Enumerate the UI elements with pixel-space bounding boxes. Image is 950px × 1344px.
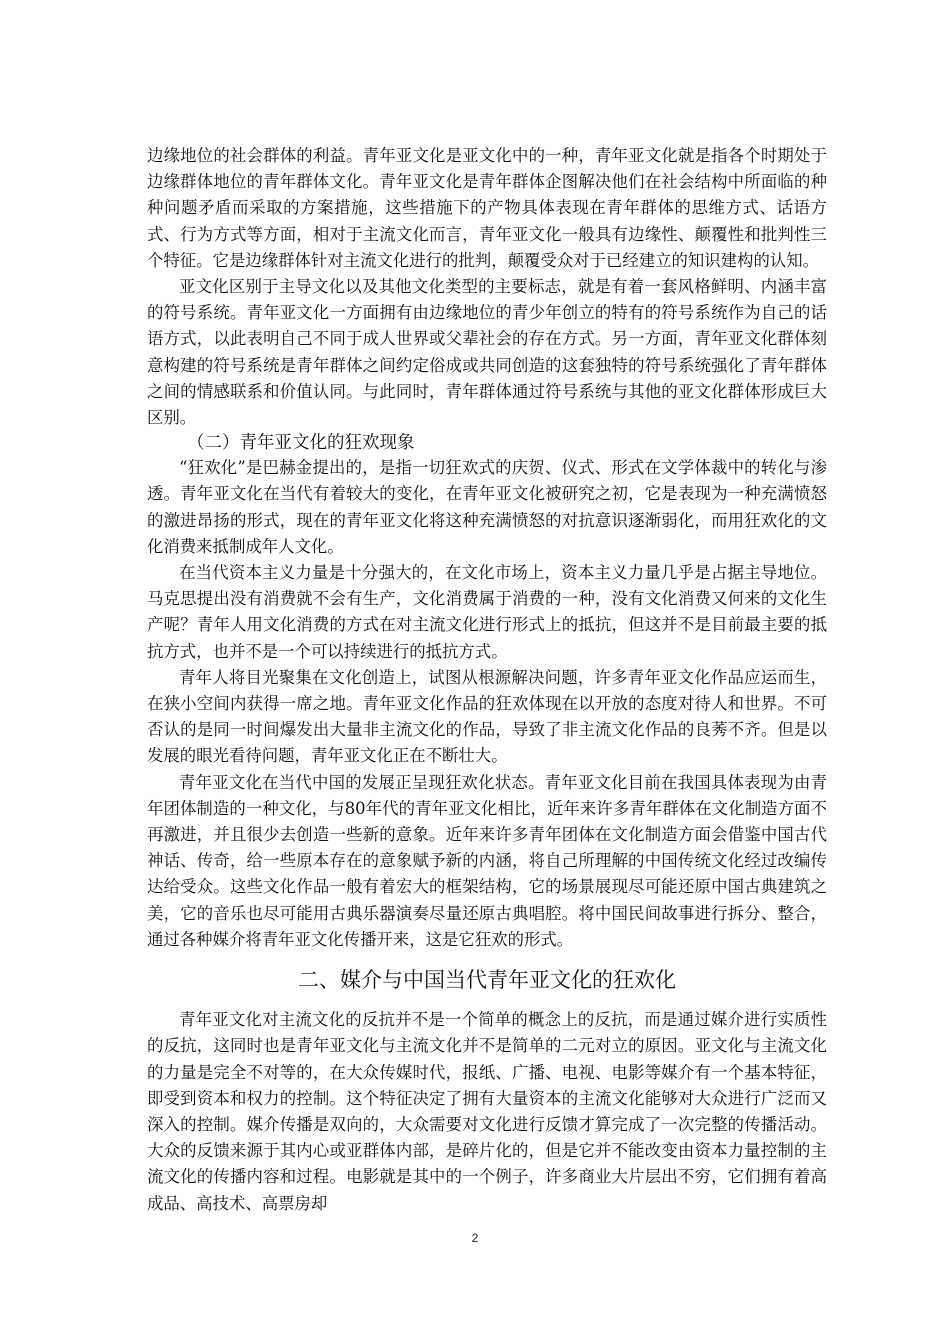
paragraph-continued: 边缘地位的社会群体的利益。青年亚文化是亚文化中的一种，青年亚文化就是指各个时期处于边缘群体地位的青年群体文化。青年亚文化是青年群体企图解决他们在社会结构中所面临的种种问题矛盾而采取的方案措施，这些措施下的产物具体表现在青年群体的思维方式、话语方式、行为方式等方面，相对于主流文化而言，青年亚文化一般具有边缘性、颠覆性和批判性三个特征。它是边缘群体针对主流文化进行的批判，颠覆受众对于已经建立的知识建构的认知。 bbox=[147, 146, 827, 270]
page-body bbox=[147, 143, 827, 1217]
chapter-heading: 二、媒介与中国当代青年亚文化的狂欢化 bbox=[298, 968, 676, 993]
paragraph-cultural-creation: 青年人将目光聚集在文化创造上，试图从根源解决问题，许多青年亚文化作品应运而生，在狭小空间内获得一席之地。青年亚文化作品的狂欢体现在以开放的态度对待人和世界。不可否认的是同一时间爆发出大量非主流文化的作品，导致了非主流文化作品的良莠不齐。但是以发展的眼光看待问题，青年亚文化正在不断壮大。 bbox=[147, 667, 827, 766]
paragraph-contemporary-china: 青年亚文化在当代中国的发展正呈现狂欢化状态。青年亚文化目前在我国具体表现为由青年团体制造的一种文化，与80年代的青年亚文化相比，近年来许多青年群体在文化制造方面不再激进，并且很少去创造一些新的意象。近年来许多青年团体在文化制造方面会借鉴中国古代神话、传奇，给一些原本存在的意象赋予新的内涵，将自己所理解的中国传统文化经过改编传达给受众。这些文化作品一般有着宏大的框架结构，它的场景展现尽可能还原中国古典建筑之美，它的音乐也尽可能用古典乐器演奏尽量还原古典唱腔。将中国民间故事进行拆分、整合，通过各种媒介将青年亚文化传播开来，这是它狂欢的形式。 bbox=[147, 772, 827, 949]
paragraph-media-resistance: 青年亚文化对主流文化的反抗并不是一个简单的概念上的反抗，而是通过媒介进行实质性的反抗，这同时也是青年亚文化与主流文化并不是简单的二元对立的原因。亚文化与主流文化的力量是完全不对等的，在大众传媒时代，报纸、广播、电视、电影等媒介有一个基本特征，即受到资本和权力的控制。这个特征决定了拥有大量资本的主流文化能够对大众进行广泛而又深入的控制。媒介传播是双向的，大众需要对文化进行反馈才算完成了一次完整的传播活动。大众的反馈来源于其内心或亚群体内部，是碎片化的，但是它并不能改变由资本力量控制的主流文化的传播内容和过程。电影就是其中的一个例子，许多商业大片层出不穷，它们拥有着高成品、高技术、高票房却 bbox=[147, 1010, 827, 1213]
section-heading: （二）青年亚文化的狂欢现象 bbox=[187, 433, 415, 454]
paragraph-cultural-consumption: 在当代资本主义力量是十分强大的，在文化市场上，资本主义力量几乎是占据主导地位。马克思提出没有消费就不会有生产，文化消费属于消费的一种，没有文化消费又何来的文化生产呢？青年人用文化消费的方式在对主流文化进行形式上的抵抗，但这并不是目前最主要的抵抗方式，也并不是一个可以持续进行的抵抗方式。 bbox=[147, 563, 827, 661]
paragraph-carnivalization: “狂欢化”是巴赫金提出的，是指一切狂欢式的庆贺、仪式、形式在文学体裁中的转化与渗透。青年亚文化在当代有着较大的变化，在青年亚文化被研究之初，它是表现为一种充满愤怒的激进昂扬的形式，现在的青年亚文化将这种充满愤怒的对抗意识逐渐弱化，而用狂欢化的文化消费来抵制成年人文化。 bbox=[147, 458, 827, 556]
page-number: 2 bbox=[471, 1231, 479, 1245]
paragraph-symbol-system: 亚文化区别于主导文化以及其他文化类型的主要标志，就是有着一套风格鲜明、内涵丰富的符号系统。青年亚文化一方面拥有由边缘地位的青少年创立的特有的符号系统作为自己的话语方式，以此表明自己不同于成人世界或父辈社会的存在方式。另一方面，青年亚文化群体刻意构建的符号系统是青年群体之间约定俗成或共同创造的这套独特的符号系统强化了青年群体之间的情感联系和价值认同。与此同时，青年群体通过符号系统与其他的亚文化群体形成巨大区别。 bbox=[147, 277, 827, 428]
